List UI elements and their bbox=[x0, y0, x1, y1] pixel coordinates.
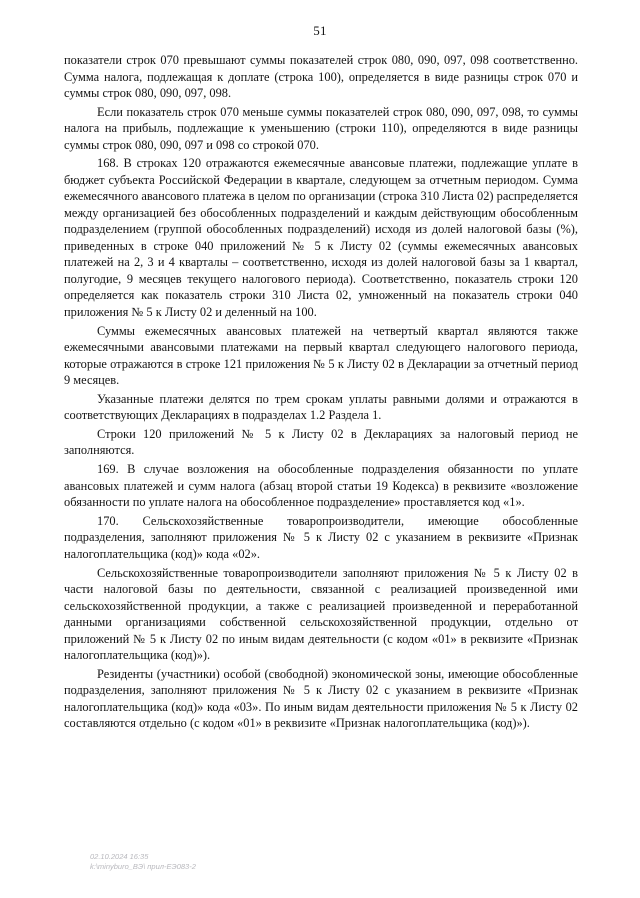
footer-timestamp: 02.10.2024 16:35 bbox=[90, 852, 149, 861]
paragraph-169: 169. В случае возложения на обособленные подразделения обязанности по уплате авансовых платежей и сумм налога (абзац второй статьи 19 Кодекса) в реквизите «возложение обязанности по уплате налога на обособленное подразделение» проставляется код «1». bbox=[64, 462, 578, 510]
body-text bbox=[64, 52, 578, 734]
paragraph-170: 170. Сельскохозяйственные товаропроизводители, имеющие обособленные подразделения, заполняют приложения № 5 к Листу 02 с указанием в реквизите «Признак налогоплательщика (код)» кода «02». bbox=[64, 513, 578, 561]
paragraph-168: 168. В строках 120 отражаются ежемесячные авансовые платежи, подлежащие уплате в бюджет субъекта Российской Федерации в квартале, следующем за отчетным периодом. Сумма ежемесячного авансового платежа в целом по организации (строка 310 Листа 02) распределяется между организацией без обособленных подразделений и каждым действующим обособленным подразделением (группой обособленных подразделений) исходя из долей налоговой базы (%), приведенных в строке 040 приложений № 5 к Листу 02 (суммы ежемесячных авансовых платежей на 2, 3 и 4 кварталы – соответственно, исходя из долей налоговой базы за 1 квартал, полугодие, 9 месяцев текущего налогового периода). Соответственно, показатель строки 120 определяется как показатель строки 310 Листа 02, умноженный на показатель строки 040 приложения № 5 к Листу 02 и деленный на 100. bbox=[64, 156, 578, 319]
footer-file-path: k:\minyburo_ВЭ\ прил-ЕЭ083-2 bbox=[90, 862, 196, 871]
paragraph: Строки 120 приложений № 5 к Листу 02 в Декларациях за налоговый период не заполняются. bbox=[64, 426, 578, 458]
paragraph: Указанные платежи делятся по трем срокам уплаты равными долями и отражаются в соответствующих Декларациях в подразделах 1.2 Раздела 1. bbox=[64, 391, 578, 423]
paragraph: Резиденты (участники) особой (свободной) экономической зоны, имеющие обособленные подразделения, заполняют приложения № 5 к Листу 02 с указанием в реквизите «Признак налогоплательщика (код)» кода «03». По иным видам деятельности приложения № 5 к Листу 02 составляются отдельно (с кодом «01» в реквизите «Признак налогоплательщика (код)»). bbox=[64, 666, 578, 731]
paragraph-continuation: показатели строк 070 превышают суммы показателей строк 080, 090, 097, 098 соответственно. Сумма налога, подлежащая к доплате (строка 100), определяется в виде разницы строк 070 и суммы строк 080, 090, 097, 098. bbox=[64, 53, 578, 100]
page-number: 51 bbox=[313, 23, 327, 38]
paragraph: Суммы ежемесячных авансовых платежей на четвертый квартал являются также ежемесячными авансовыми платежами на первый квартал следующего налогового периода, которые отражаются в строке 121 приложения № 5 к Листу 02 в Декларации за отчетный период 9 месяцев. bbox=[64, 323, 578, 388]
file-footer bbox=[90, 852, 196, 872]
paragraph: Сельскохозяйственные товаропроизводители заполняют приложения № 5 к Листу 02 в части налоговой базы по деятельности, связанной с реализацией произведенной ими сельскохозяйственной продукции, а также с реализацией произведенной и переработанной данными организациями собственной сельскохозяйственной продукции, отдельно от приложений № 5 к Листу 02 по иным видам деятельности (с кодом «01» в реквизите «Признак налогоплательщика (код)»). bbox=[64, 565, 578, 662]
paragraph: Если показатель строк 070 меньше суммы показателей строк 080, 090, 097, 098, то суммы налога на прибыль, подлежащие к уменьшению (строки 110), определяются в виде разницы суммы строк 080, 090, 097 и 098 со строкой 070. bbox=[64, 104, 578, 152]
